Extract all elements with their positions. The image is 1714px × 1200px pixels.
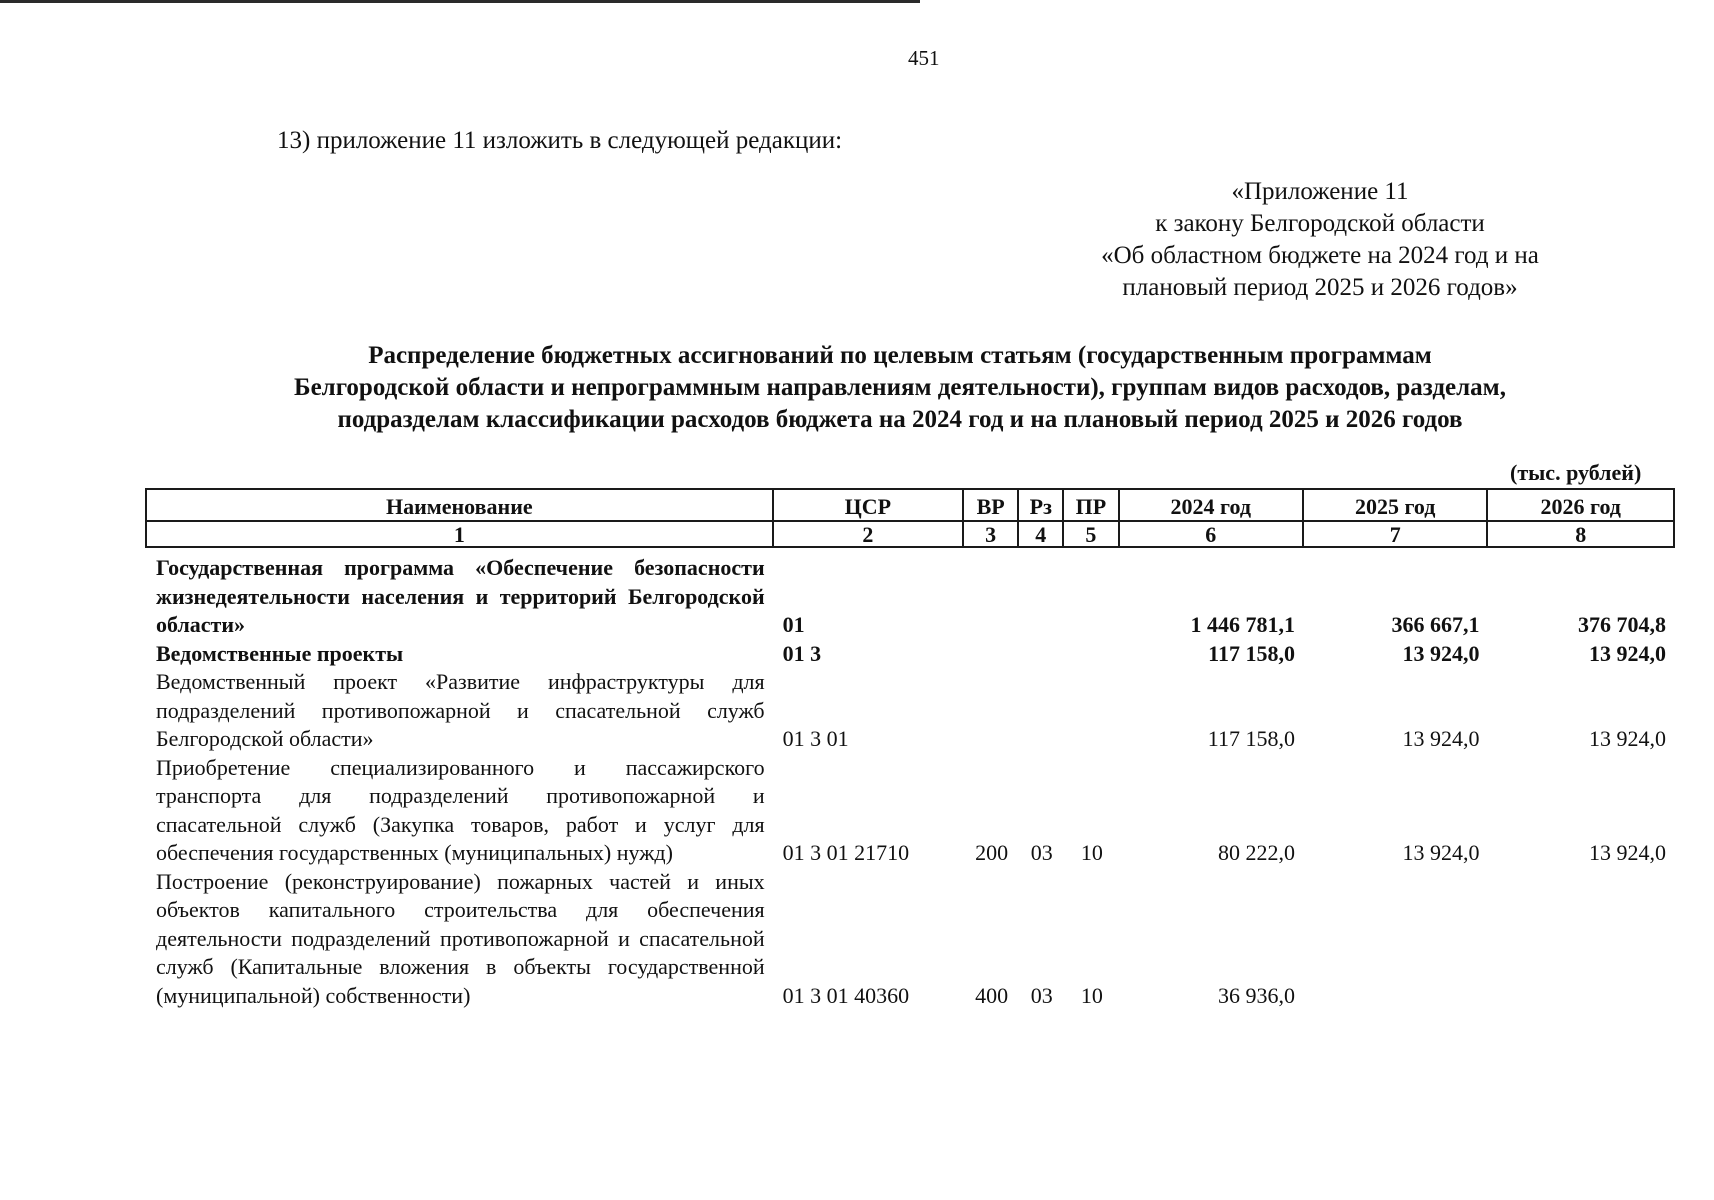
row-amount-2026: 13 924,0 (1589, 640, 1666, 666)
column-number: 1 (146, 521, 773, 547)
row-pr: 10 (1080, 982, 1103, 1008)
row-csr: 01 3 01 21710 (782, 840, 910, 865)
table-header-row (146, 489, 1674, 521)
row-pr (1063, 668, 1118, 754)
header-csr: ЦСР (773, 489, 963, 521)
row-csr: 01 3 01 (782, 726, 849, 751)
header-rz: Рз (1018, 489, 1063, 521)
intro-text: 13) приложение 11 изложить в следующей редакции: (277, 127, 843, 154)
table-row (146, 868, 1674, 1011)
row-amount-2026: 376 704,8 (1578, 612, 1666, 637)
row-rz (1018, 668, 1063, 754)
row-amount-2024: 80 222,0 (1217, 840, 1295, 865)
table-row (146, 640, 1674, 669)
column-number: 5 (1063, 521, 1118, 547)
appendix-line: «Об областном бюджете на 2024 год и на (1101, 242, 1539, 269)
row-csr: 01 3 (782, 640, 822, 666)
title-line: Белгородской области и непрограммным направлениям деятельности), группам видов расходов, разделам, (294, 374, 1506, 401)
row-vr (963, 640, 1018, 669)
row-amount-2025: 13 924,0 (1402, 840, 1480, 865)
appendix-line: к закону Белгородской области (1155, 210, 1485, 237)
column-number: 6 (1119, 521, 1303, 547)
row-pr (1063, 640, 1118, 669)
units-label: (тыс. рублей) (1510, 460, 1642, 485)
row-amount-2024: 117 158,0 (1208, 640, 1295, 666)
row-name: Приобретение специализированного и пассажирского транспорта для подразделений противопожарной и спасательной служб (Закупка товаров, работ и услуг для обеспечения государственных (муниципальных) нужд) (156, 754, 765, 865)
budget-table (145, 488, 1675, 1010)
row-amount-2026: 13 924,0 (1589, 726, 1666, 751)
row-rz (1018, 640, 1063, 669)
row-amount-2025: 13 924,0 (1402, 726, 1480, 751)
document-title (180, 340, 1620, 436)
top-edge-rule (0, 0, 920, 8)
header-pr: ПР (1063, 489, 1118, 521)
table-row (146, 754, 1674, 868)
appendix-line: «Приложение 11 (1231, 178, 1409, 205)
row-csr: 01 (782, 612, 805, 637)
row-vr (963, 547, 1018, 640)
row-amount-2026 (1487, 868, 1674, 1011)
column-number: 8 (1487, 521, 1674, 547)
row-amount-2024: 1 446 781,1 (1190, 612, 1295, 637)
row-name: Ведомственные проекты (156, 640, 404, 666)
column-number: 4 (1018, 521, 1063, 547)
row-amount-2024: 117 158,0 (1207, 726, 1295, 751)
row-amount-2026: 13 924,0 (1589, 840, 1666, 865)
row-name: Построение (реконструирование) пожарных частей и иных объектов капитального строительства для обеспечения деятельности подразделений противопожарной и спасательной служб (Капитальные вложения в объекты государственной (муниципальной) собственности) (156, 868, 765, 1008)
row-pr: 10 (1080, 840, 1103, 865)
appendix-line: плановый период 2025 и 2026 годов» (1122, 274, 1518, 301)
header-2025: 2025 год (1303, 489, 1487, 521)
appendix-reference (1090, 176, 1550, 304)
table-row (146, 668, 1674, 754)
row-amount-2025: 366 667,1 (1391, 612, 1480, 637)
header-vr: ВР (963, 489, 1018, 521)
page-number: 451 (908, 46, 940, 70)
title-line: Распределение бюджетных ассигнований по целевым статьям (государственным программам (368, 342, 1432, 369)
header-2024: 2024 год (1119, 489, 1303, 521)
row-amount-2025: 13 924,0 (1402, 640, 1480, 666)
row-name: Государственная программа «Обеспечение безопасности жизнедеятельности населения и территорий Белгородской области» (156, 555, 765, 637)
row-vr: 400 (975, 982, 1009, 1008)
column-number: 3 (963, 521, 1018, 547)
row-amount-2024: 36 936,0 (1217, 982, 1295, 1008)
header-name: Наименование (146, 489, 773, 521)
row-vr: 200 (975, 840, 1009, 865)
column-number-row (146, 521, 1674, 547)
row-name: Ведомственный проект «Развитие инфраструктуры для подразделений противопожарной и спасательной служб Белгородской области» (156, 669, 765, 751)
row-amount-2025 (1303, 868, 1487, 1011)
table-row (146, 547, 1674, 640)
row-csr: 01 3 01 40360 (782, 982, 910, 1008)
row-pr (1063, 547, 1118, 640)
row-vr (963, 668, 1018, 754)
row-rz: 03 (1030, 982, 1053, 1008)
column-number: 2 (773, 521, 963, 547)
column-number: 7 (1303, 521, 1487, 547)
header-2026: 2026 год (1487, 489, 1674, 521)
row-rz (1018, 547, 1063, 640)
title-line: подразделам классификации расходов бюджета на 2024 год и на плановый период 2025 и 2026 годов (337, 406, 1463, 433)
row-rz: 03 (1030, 840, 1053, 865)
